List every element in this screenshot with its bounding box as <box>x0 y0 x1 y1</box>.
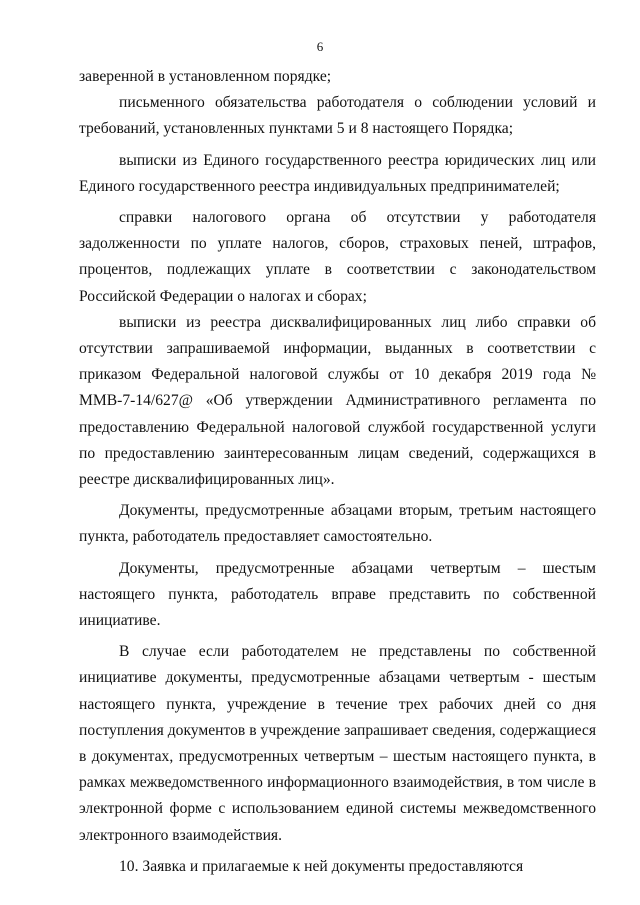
paragraph-employer-obligation: письменного обязательства работодателя о соблюдении условий и требований, установленных пунктами 5 и 8 настоящего Порядка; <box>79 94 596 138</box>
paragraph-documents-initiative: Документы, предусмотренные абзацами четвертым – шестым настоящего пункта, работодатель вправе представить по собственной инициативе. <box>79 559 596 630</box>
paragraph-documents-self: Документы, предусмотренные абзацами вторым, третьим настоящего пункта, работодатель предоставляет самостоятельно. <box>79 502 596 546</box>
paragraph-interagency-request: В случае если работодателем не представлены по собственной инициативе документы, предусмотренные абзацами четвертым - шестым настоящего пункта, учреждение в течение трех рабочих дней со дня поступления документов в учреждение запрашивает сведения, содержащиеся в документах, предусмотренных четвертым – шестым настоящего пункта, в рамках межведомственного информационного взаимодействия, в том числе в электронной форме с использованием единой системы межведомственного электронного взаимодействия. <box>79 643 596 844</box>
paragraph-tax-certificate: справки налогового органа об отсутствии у работодателя задолженности по уплате налогов, сборов, страховых пеней, штрафов, процентов, подлежащих уплате в соответствии с законодательством Российской Федерации о налогах и сборах; <box>79 209 596 305</box>
page-number: 6 <box>316 39 324 54</box>
paragraph-continuation: заверенной в установленном порядке; <box>79 68 332 85</box>
document-body <box>79 64 596 880</box>
paragraph-disqualified-registry: выписки из реестра дисквалифицированных лиц либо справки об отсутствии запрашиваемой информации, выданных в соответствии с приказом Федеральной налоговой службы от 10 декабря 2019 года № ММВ-7-14/627@ «Об утверждении Административного регламента по предоставлению Федеральной налоговой службой государственной услуги по предоставлению заинтересованным лицам сведений, содержащихся в реестре дисквалифицированных лиц». <box>79 313 596 489</box>
paragraph-item-10: 10. Заявка и прилагаемые к ней документы предоставляются <box>119 857 524 875</box>
paragraph-registry-extract: выписки из Единого государственного реестра юридических лиц или Единого государственного реестра индивидуальных предпринимателей; <box>79 151 596 195</box>
